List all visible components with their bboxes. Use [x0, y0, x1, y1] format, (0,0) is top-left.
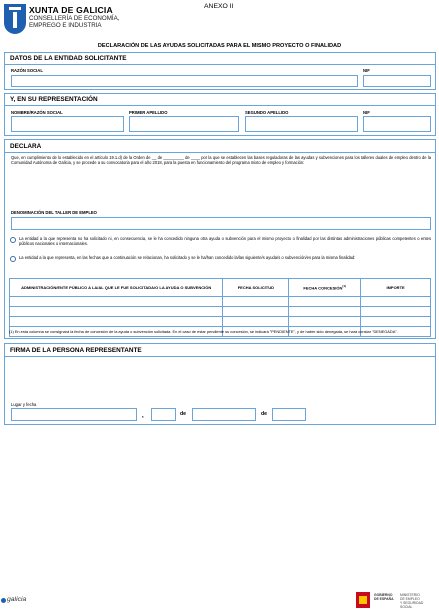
org-name: XUNTA DE GALICIA	[29, 5, 113, 15]
rep-surname2-field[interactable]	[245, 116, 358, 132]
rep-surname2-label: SEGUNDO APELLIDO	[245, 110, 289, 115]
table-cell[interactable]	[289, 317, 361, 327]
table-cell[interactable]	[361, 307, 431, 317]
declaration-heading: DECLARA	[10, 143, 42, 150]
table-footnote: (1) En esta columna se consignará la fecha de concesión de la ayuda o subvención solicitada. En el caso de estar pendiente su concesión, se indicará "PENDIENTE", y de haber sido denegada, se hará constar "DENEGADA".	[9, 329, 398, 334]
place-date-label: Lugar y fecha	[11, 402, 37, 407]
gov-line-1: GOBIERNO	[374, 593, 393, 597]
ministry-line-1: MINISTERIO	[400, 593, 420, 597]
header-admin: ADMINISTRACIÓN/ENTE PÚBLICO A LA/AL QUE LE FUE SOLICITADA/O LA AYUDA O SUBVENCIÓN	[10, 279, 223, 297]
org-line-2: EMPREGO E INDUSTRIA	[29, 22, 102, 30]
signature-section	[4, 343, 436, 425]
rep-nif-field[interactable]	[363, 116, 431, 132]
table-row	[10, 317, 431, 327]
spain-government-logo	[356, 591, 424, 609]
org-subtitle	[29, 15, 119, 29]
header-grant-date: FECHA CONCESIÓN$^{(1)}$	[289, 279, 361, 297]
no-aid-option-text: La entidad a la que representa no ha solicitado ni, en consecuencia, se le ha concedido ninguna otra ayuda o subvención para el mismo proyecto o finalidad por las distintas administraciones públicas competentes o entes públicos nacionales o internacionales.	[19, 236, 431, 247]
applicant-nif-field[interactable]	[363, 75, 431, 87]
table-cell[interactable]	[10, 317, 223, 327]
table-cell[interactable]	[223, 307, 289, 317]
divider	[5, 356, 435, 357]
table-cell[interactable]	[10, 297, 223, 307]
workshop-name-field[interactable]	[11, 217, 431, 230]
org-line-1: CONSELLERÍA DE ECONOMÍA,	[29, 15, 120, 22]
table-cell[interactable]	[289, 307, 361, 317]
annex-label: ANEXO II	[204, 3, 234, 10]
rep-name-label: NOMBRE/RAZÓN SOCIAL	[11, 110, 63, 115]
table-row	[10, 297, 431, 307]
table-header-row	[10, 279, 431, 297]
workshop-name-label: DENOMINACIÓN DEL TALLER DE EMPLEO	[11, 210, 97, 215]
month-field[interactable]	[192, 408, 256, 421]
rep-name-field[interactable]	[11, 116, 124, 132]
galicia-dot-icon	[1, 598, 6, 603]
representative-section	[4, 93, 436, 136]
applicant-nif-label: NIF	[363, 68, 370, 73]
table-cell[interactable]	[289, 297, 361, 307]
signature-heading: FIRMA DE LA PERSONA REPRESENTANTE	[10, 347, 142, 354]
ministry-line-2: DE EMPLEO	[400, 597, 420, 601]
aid-received-option-text: La entidad a la que representa, en las fechas que a continuación se relacionan, ha solicitado y se le ha/han concedido la/las siguiente/s ayuda/s o subvención/es para la misma finalidad:	[19, 255, 356, 260]
applicant-section	[4, 52, 436, 90]
company-name-label: RAZÓN SOCIAL	[11, 68, 43, 73]
spain-shield-icon	[356, 592, 370, 608]
de-label-1: de	[180, 411, 187, 417]
government-text	[374, 593, 394, 601]
table-cell[interactable]	[223, 317, 289, 327]
table-cell[interactable]	[10, 307, 223, 317]
gov-line-2: DE ESPAÑA	[374, 597, 394, 601]
galicia-logo-text: galicia	[7, 596, 27, 603]
table-cell[interactable]	[361, 317, 431, 327]
rep-surname1-field[interactable]	[129, 116, 239, 132]
aid-received-radio[interactable]	[10, 256, 16, 262]
place-field[interactable]	[11, 408, 137, 421]
no-aid-radio[interactable]	[10, 237, 16, 243]
divider	[5, 64, 435, 65]
galicia-footer-logo	[7, 596, 26, 603]
table-row	[10, 307, 431, 317]
header-request-date: FECHA SOLICITUD	[223, 279, 289, 297]
representative-heading: Y, EN SU REPRESENTACIÓN	[10, 96, 98, 103]
ministry-line-3: Y SEGURIDAD SOCIAL	[400, 601, 424, 609]
table-cell[interactable]	[223, 297, 289, 307]
document-title: DECLARACIÓN DE LAS AYUDAS SOLICITADAS PARA EL MISMO PROYECTO O FINALIDAD	[97, 43, 342, 49]
comma-separator: ,	[142, 413, 144, 419]
table-cell[interactable]	[361, 297, 431, 307]
divider	[5, 152, 435, 153]
ministry-text	[400, 593, 424, 609]
year-field[interactable]	[272, 408, 306, 421]
divider	[5, 105, 435, 106]
rep-surname1-label: PRIMER APELLIDO	[129, 110, 168, 115]
applicant-heading: DATOS DE LA ENTIDAD SOLICITANTE	[10, 55, 127, 62]
de-label-2: de	[261, 411, 268, 417]
company-name-field[interactable]	[11, 75, 358, 87]
day-field[interactable]	[151, 408, 176, 421]
declaration-paragraph: Que, en cumplimiento de lo establecido en el artículo 19.1.d) de la Orden de __ de _________ de ____ por la que se establecen las bases reguladoras de las ayudas y subvenciones para los talleres duales de empleo dentro de la Comunidad Autónoma de Galicia, y se procede a su convocatoria para el año 2018, para la puesta en funcionamiento del programa mixto de empleo y formación:	[11, 155, 431, 166]
rep-nif-label: NIF	[363, 110, 370, 115]
xunta-logo-icon	[4, 4, 26, 34]
header-amount: IMPORTE	[361, 279, 431, 297]
